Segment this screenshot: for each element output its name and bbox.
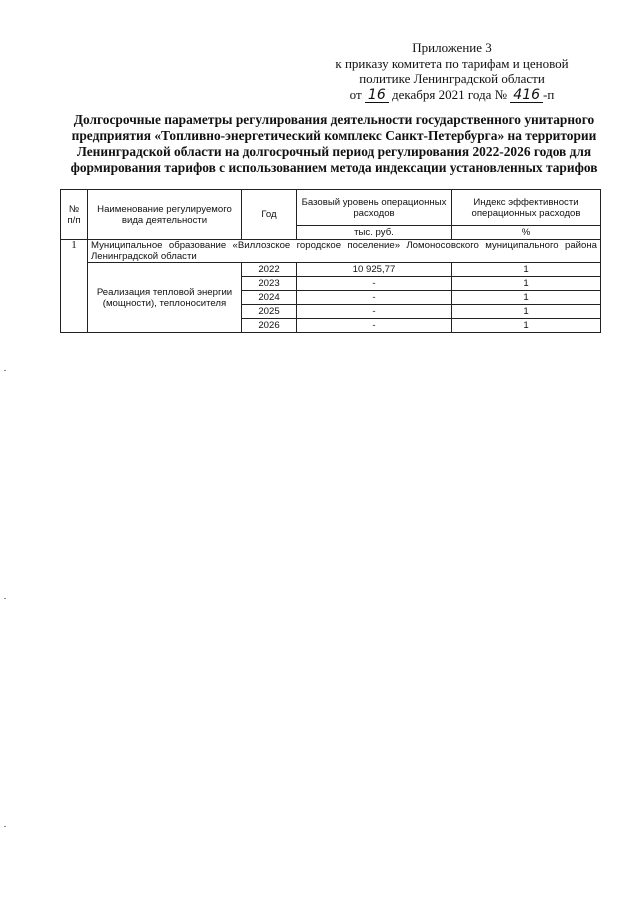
appendix-date-line (302, 87, 602, 103)
table-row (61, 240, 601, 263)
table-row (61, 263, 601, 277)
index-cell: 1 (452, 263, 601, 277)
title-line: формирования тарифов с использованием метода индексации установленных тарифов (70, 160, 598, 175)
header-index: Индекс эффективности операционных расходов (452, 190, 601, 226)
year-cell: 2023 (242, 277, 297, 291)
base-cell: - (297, 305, 452, 319)
order-number-handwritten: 416 (510, 89, 543, 103)
title-line: Ленинградской области на долгосрочный период регулирования 2022-2026 годов для (76, 144, 592, 159)
appendix-line-3: политике Ленинградской области (359, 71, 545, 86)
title-line: Долгосрочные параметры регулирования деятельности государственного унитарного (73, 112, 595, 127)
parameters-table (60, 189, 601, 333)
scan-margin-mark (4, 826, 6, 827)
index-cell: 1 (452, 277, 601, 291)
date-prefix: от (349, 86, 362, 102)
document-title (60, 112, 608, 176)
appendix-header (302, 40, 602, 103)
activity-cell: Реализация тепловой энергии (мощности), теплоносителя (88, 263, 242, 333)
base-cell: - (297, 291, 452, 305)
scan-margin-mark (4, 370, 6, 371)
index-cell: 1 (452, 305, 601, 319)
header-year: Год (242, 190, 297, 240)
year-cell: 2025 (242, 305, 297, 319)
appendix-line-2: к приказу комитета по тарифам и ценовой (335, 55, 569, 71)
unit-base: тыс. руб. (297, 226, 452, 240)
title-line: предприятия «Топливно-энергетический комплекс Санкт-Петербурга» на территории (71, 128, 597, 143)
year-cell: 2022 (242, 263, 297, 277)
municipality-cell: Муниципальное образование «Виллозское городское поселение» Ломоносовского муниципального района Ленинградской области (88, 240, 601, 263)
index-cell: 1 (452, 319, 601, 333)
table-header-row (61, 190, 601, 226)
year-cell: 2026 (242, 319, 297, 333)
row-number: 1 (61, 240, 88, 333)
year-cell: 2024 (242, 291, 297, 305)
appendix-title: Приложение 3 (412, 40, 492, 55)
scan-margin-mark (4, 598, 6, 599)
order-suffix: -п (543, 86, 555, 102)
date-rest: декабря 2021 года № (392, 86, 508, 102)
base-cell: - (297, 277, 452, 291)
date-day-handwritten: 16 (365, 89, 389, 103)
base-cell: 10 925,77 (297, 263, 452, 277)
base-cell: - (297, 319, 452, 333)
header-base: Базовый уровень операционных расходов (297, 190, 452, 226)
header-activity: Наименование регулируемого вида деятельности (88, 190, 242, 240)
unit-index: % (452, 226, 601, 240)
header-num: № п/п (61, 190, 88, 240)
index-cell: 1 (452, 291, 601, 305)
